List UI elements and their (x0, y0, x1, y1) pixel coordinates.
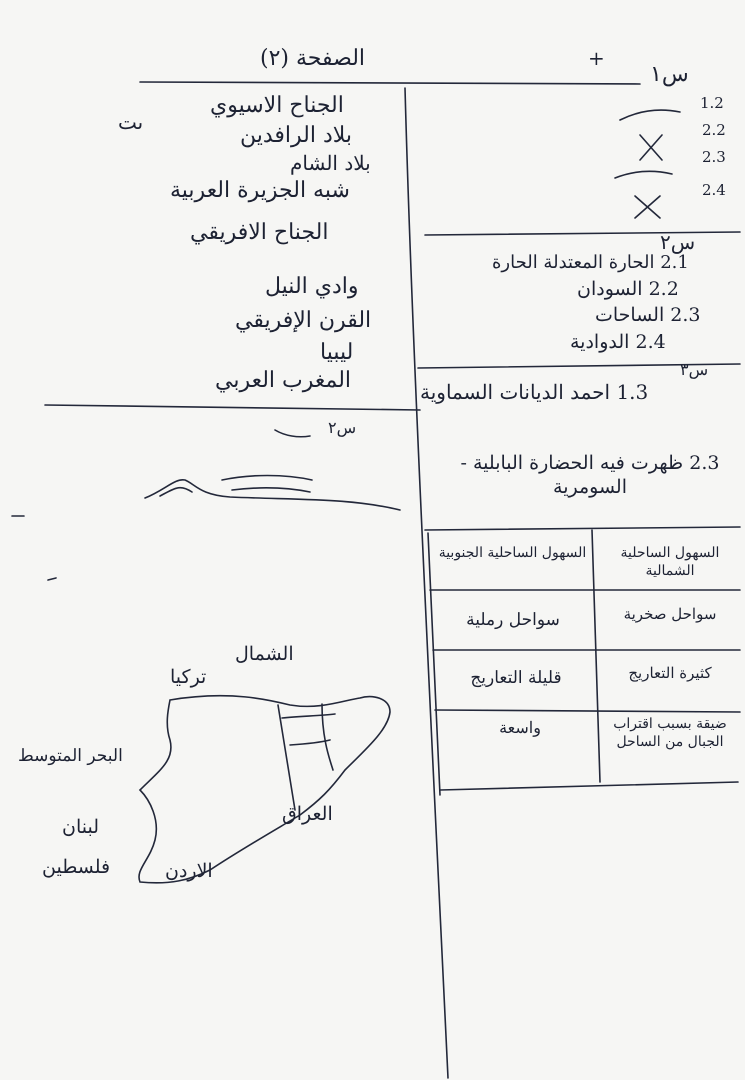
q2-answer (492, 254, 689, 272)
answer-num: 2.2 (702, 121, 726, 139)
map-lebanon-label: لبنان (62, 816, 99, 838)
map-palestine-label: فلسطين (42, 856, 111, 878)
question-2-answers-label: س٢ (660, 230, 696, 254)
table-cell: سواحل صخرية (623, 605, 717, 623)
question-1-label: س١ (650, 62, 689, 87)
abbr-note: ىت (118, 110, 144, 134)
answer-num: 2.4 (702, 181, 726, 199)
map-north-label: الشمال (235, 643, 294, 665)
list-item: الجناح الاسيوي (210, 93, 344, 118)
q3-item-num: 2.3 (689, 452, 720, 474)
question-2-label: س٢ (328, 418, 357, 437)
table-header-north: السهول الساحلية الشمالية (620, 545, 720, 579)
q3-item (420, 382, 648, 402)
q2-answer-num: 2.4 (635, 331, 666, 353)
question-3-label: س٣ (680, 360, 709, 379)
table-cell: ضيقة بسبب اقتراب الجبال من الساحل (613, 716, 727, 750)
q2-answer-num: 2.2 (648, 278, 679, 300)
list-item: القرن الإفريقي (235, 308, 372, 333)
answer-num: 2.3 (702, 148, 726, 166)
answer-num: 1.2 (700, 94, 724, 112)
top-mark: + (588, 46, 605, 70)
q2-answer (577, 280, 679, 299)
q2-answer-num: 2.1 (660, 252, 689, 273)
q3-item-text: ظهرت فيه الحضارة البابلية - السومرية (460, 452, 684, 498)
table-cell: قليلة التعاريج (470, 668, 562, 688)
map-turkey-label: تركيا (170, 666, 207, 688)
map-sea-label: البحر المتوسط (18, 746, 123, 766)
map-jordan-label: الاردن (165, 860, 213, 882)
list-item: شبه الجزيرة العربية (170, 178, 350, 203)
q2-answer-num: 2.3 (670, 304, 701, 326)
table-cell: واسعة (499, 718, 541, 737)
q3-item-text: احمد الديانات السماوية (420, 380, 611, 404)
table-cell: كثيرة التعاريج (628, 664, 712, 682)
q2-answer-text: السودان (577, 278, 643, 300)
table-header-south: السهول الساحلية الجنوبية (438, 545, 587, 561)
q3-item-num: 1.3 (616, 380, 649, 404)
list-item: بلاد الرافدين (240, 123, 353, 148)
q3-item (440, 452, 740, 500)
list-item: الجناح الافريقي (190, 220, 329, 245)
q2-answer (595, 306, 701, 325)
list-item: ليبيا (320, 340, 354, 365)
q2-answer-text: الدوادية (570, 331, 630, 353)
list-item: المغرب العربي (215, 368, 352, 393)
q2-answer (570, 333, 666, 352)
q2-answer-text: الساحات (595, 304, 665, 326)
map-iraq-label: العراق (282, 803, 333, 825)
table-cell: سواحل رملية (466, 610, 560, 630)
page-label: الصفحة (٢) (260, 46, 366, 71)
list-item: وادي النيل (265, 274, 359, 299)
q2-answer-text: الحارة المعتدلة الحارة (492, 252, 655, 273)
list-item: بلاد الشام (290, 151, 371, 175)
